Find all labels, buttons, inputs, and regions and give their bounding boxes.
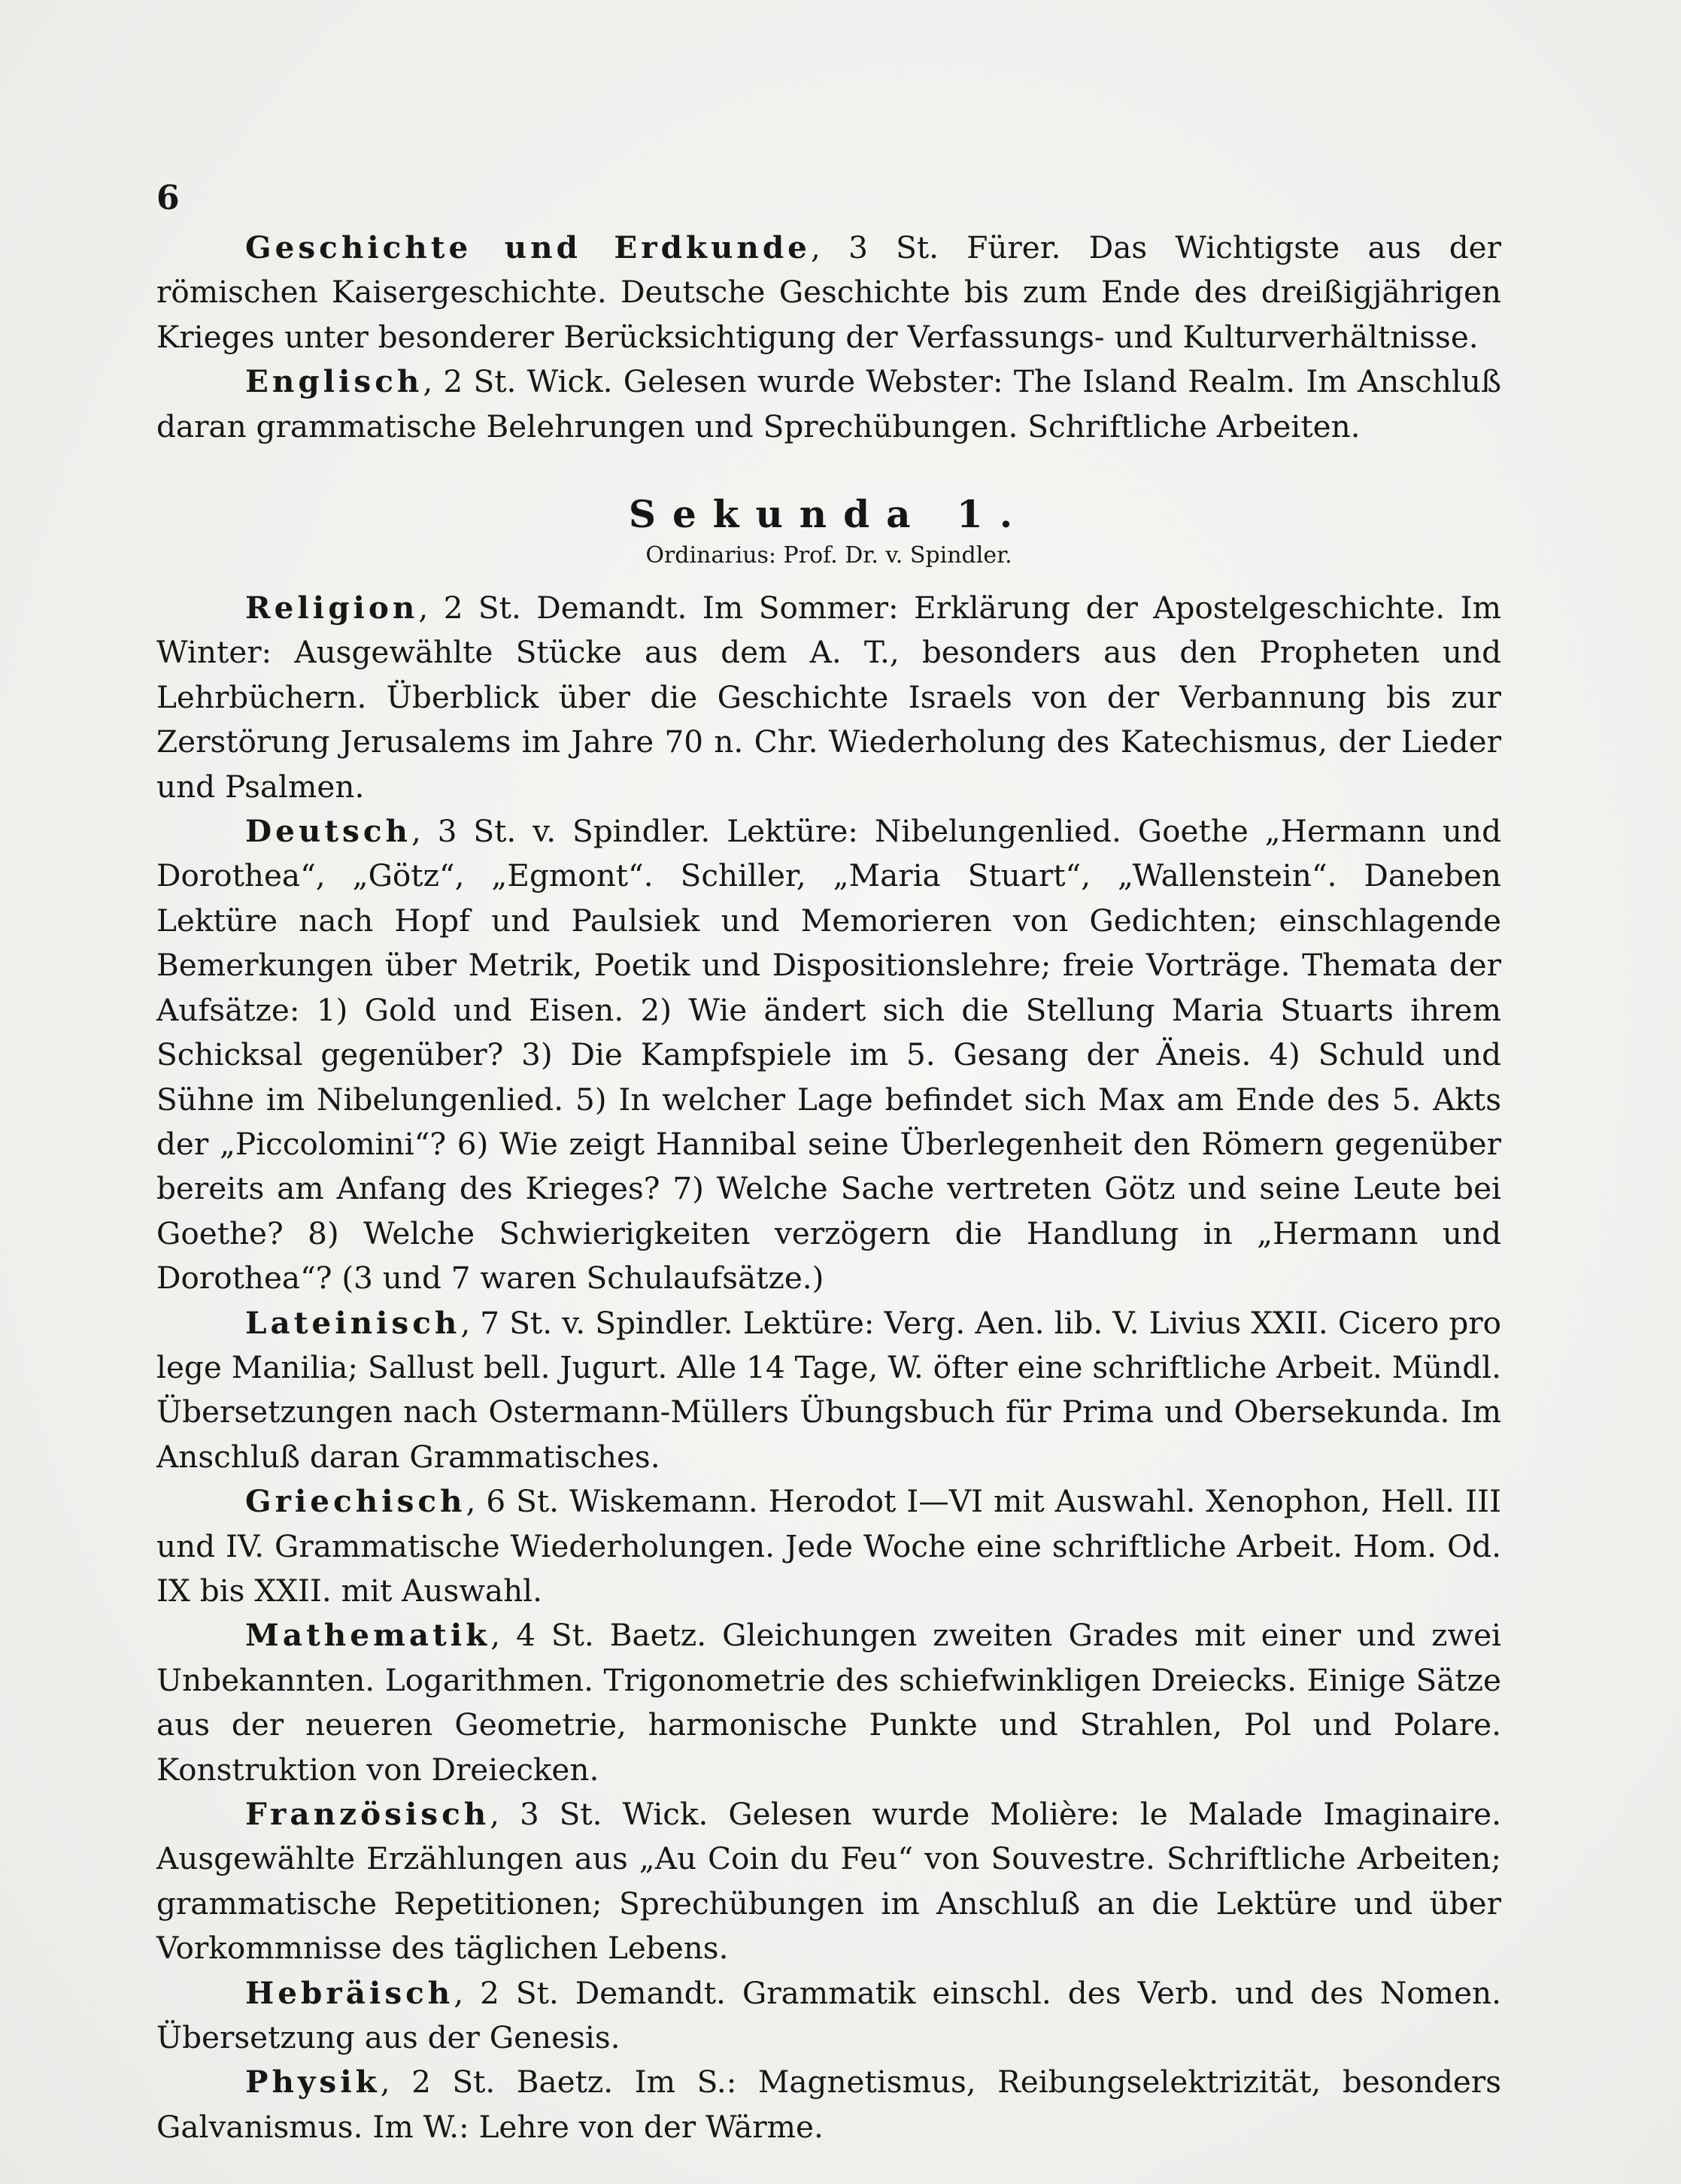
page-number: 6: [156, 179, 180, 217]
subject-label: Lateinisch: [245, 1304, 461, 1341]
section-heading: Sekunda 1.: [628, 492, 1030, 537]
paragraph-text: , 4 St. Baetz. Gleichungen zweiten Grades mit einer und zwei Unbekannten. Logarithmen. Trigonometrie des schiefwinkligen Dreiecks. Einige Sätze aus der neueren Geometrie, harmonische Punkte und Strahlen, Pol und Polare. Konstruktion von Dreiecken.: [156, 1617, 1501, 1788]
paragraph-religion: [156, 586, 1501, 809]
document-body: [156, 226, 1501, 2149]
subject-label: Physik: [245, 2064, 381, 2101]
paragraph-text: , 3 St. Fürer. Das Wichtigste aus der römischen Kaisergeschichte. Deutsche Geschichte bis zum Ende des dreißigjährigen Krieges unter besonderer Berücksichtigung der Verfassungs- und Kulturverhältnisse.: [156, 229, 1501, 355]
paragraph-deutsch: [156, 809, 1501, 1300]
paragraph-text: , 3 St. Wick. Gelesen wurde Molière: le Malade Imaginaire. Ausgewählte Erzählungen aus „Au Coin du Feu“ von Souvestre. Schriftliche Arbeiten; grammatische Repetitionen; Sprechübungen im Anschluß an die Lektüre und über Vorkommnisse des täglichen Lebens.: [156, 1796, 1501, 1967]
subject-label: Englisch: [245, 363, 423, 400]
subject-label: Religion: [245, 590, 419, 626]
subject-label: Deutsch: [245, 813, 411, 850]
subject-label: Hebräisch: [245, 1974, 454, 2011]
subject-label: Geschichte und Erdkunde: [245, 229, 811, 265]
paragraph-text: , 2 St. Wick. Gelesen wurde Webster: The Island Realm. Im Anschluß daran grammatische Belehrungen und Sprechübungen. Schriftliche Arbeiten.: [156, 363, 1501, 444]
paragraph-physik: [156, 2060, 1501, 2149]
paragraph-text: , 2 St. Baetz. Im S.: Magnetismus, Reibungselektrizität, besonders Galvanismus. Im W.: Lehre von der Wärme.: [156, 2064, 1501, 2145]
paragraph-geschichte: [156, 226, 1501, 359]
paragraph-griechisch: [156, 1479, 1501, 1613]
paragraph-text: , 6 St. Wiskemann. Herodot I—VI mit Auswahl. Xenophon, Hell. III und IV. Grammatische Wiederholungen. Jede Woche eine schriftliche Arbeit. Hom. Od. IX bis XXII. mit Auswahl.: [156, 1483, 1501, 1609]
paragraph-text: , 2 St. Demandt. Im Sommer: Erklärung der Apostelgeschichte. Im Winter: Ausgewählte Stücke aus dem A. T., besonders aus den Propheten und Lehrbüchern. Überblick über die Geschichte Israels von der Verbannung bis zur Zerstörung Jerusalems im Jahre 70 n. Chr. Wiederholung des Katechismus, der Lieder und Psalmen.: [156, 590, 1501, 805]
paragraph-lateinisch: [156, 1301, 1501, 1480]
section-subheading: Ordinarius: Prof. Dr. v. Spindler.: [645, 542, 1012, 569]
paragraph-franzoesisch: [156, 1792, 1501, 1971]
paragraph-text: , 7 St. v. Spindler. Lektüre: Verg. Aen. lib. V. Livius XXII. Cicero pro lege Manilia; Sallust bell. Jugurt. Alle 14 Tage, W. öfter eine schriftliche Arbeit. Mündl. Übersetzungen nach Ostermann-Müllers Übungsbuch für Prima und Obersekunda. Im Anschluß daran Grammatisches.: [156, 1304, 1501, 1475]
subject-label: Französisch: [245, 1796, 490, 1832]
paragraph-hebraeisch: [156, 1971, 1501, 2061]
paragraph-mathematik: [156, 1613, 1501, 1792]
paragraph-text: , 2 St. Demandt. Grammatik einschl. des Verb. und des Nomen. Übersetzung aus der Genesis.: [156, 1974, 1501, 2056]
paragraph-text: , 3 St. v. Spindler. Lektüre: Nibelungenlied. Goethe „Hermann und Dorothea“, „Götz“, „Egmont“. Schiller, „Maria Stuart“, „Wallenstein“. Daneben Lektüre nach Hopf und Paulsiek und Memorieren von Gedichten; einschlagende Bemerkungen über Metrik, Poetik und Dispositionslehre; freie Vorträge. Themata der Aufsätze: 1) Gold und Eisen. 2) Wie ändert sich die Stellung Maria Stuarts ihrem Schicksal gegenüber? 3) Die Kampfspiele im 5. Gesang der Äneis. 4) Schuld und Sühne im Nibelungenlied. 5) In welcher Lage befindet sich Max am Ende des 5. Akts der „Piccolomini“? 6) Wie zeigt Hannibal seine Überlegenheit den Römern gegenüber bereits am Anfang des Krieges? 7) Welche Sache vertreten Götz und seine Leute bei Goethe? 8) Welche Schwierigkeiten verzögern die Handlung in „Hermann und Dorothea“? (3 und 7 waren Schulaufsätze.): [156, 813, 1501, 1297]
paragraph-englisch: [156, 359, 1501, 449]
subject-label: Mathematik: [245, 1617, 491, 1654]
subject-label: Griechisch: [245, 1483, 466, 1520]
section-header: [156, 490, 1501, 572]
